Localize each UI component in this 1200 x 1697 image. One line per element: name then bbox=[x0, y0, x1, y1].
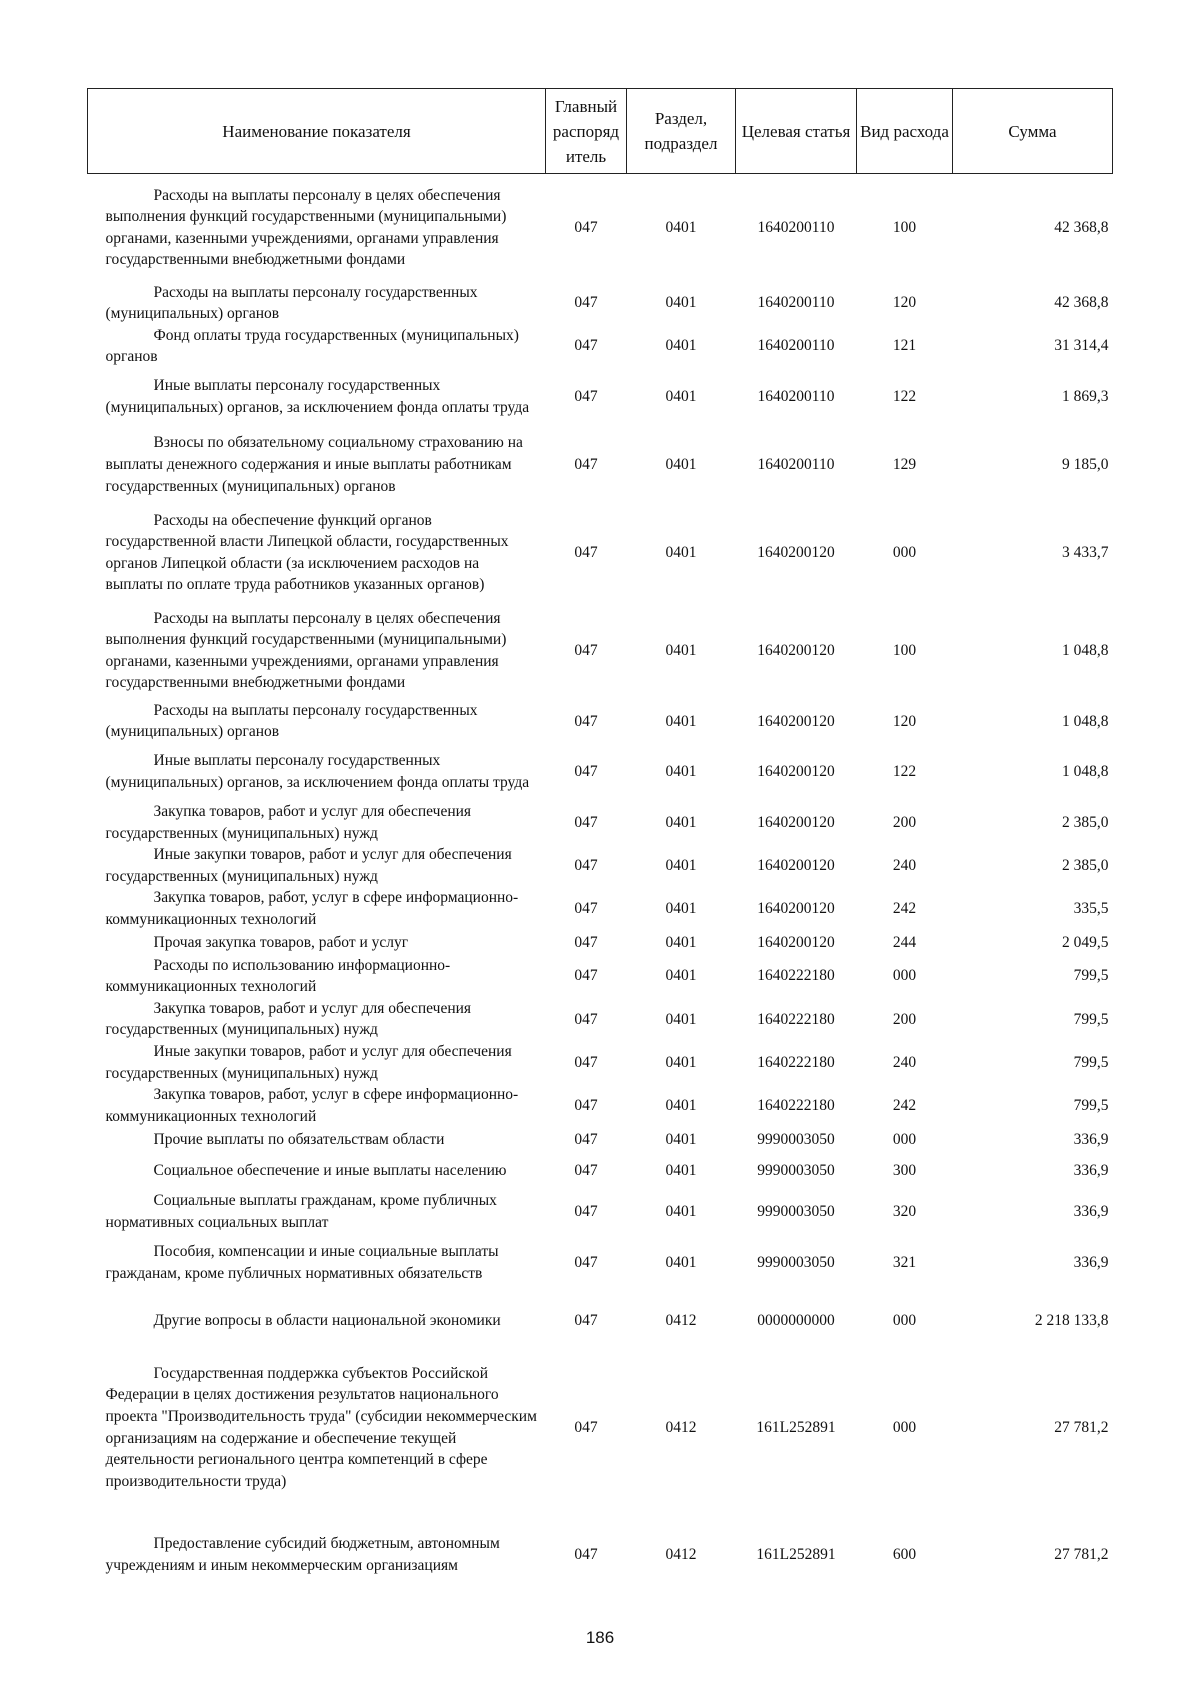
row-amount: 336,9 bbox=[1073, 1162, 1109, 1180]
row-target: 1640200110 bbox=[757, 388, 835, 406]
table-row bbox=[88, 1190, 1113, 1233]
row-section: 0401 bbox=[665, 294, 697, 312]
row-expense-type: 129 bbox=[892, 456, 917, 474]
row-name: Социальное обеспечение и иные выплаты населению bbox=[153, 1162, 507, 1180]
row-section: 0412 bbox=[665, 1311, 697, 1329]
row-section: 0401 bbox=[665, 857, 697, 875]
row-expense-type: 120 bbox=[892, 294, 917, 312]
row-admin: 047 bbox=[574, 1545, 598, 1563]
table-row bbox=[88, 801, 1113, 844]
table-row bbox=[88, 282, 1113, 325]
budget-table bbox=[87, 88, 1113, 1604]
row-expense-type: 000 bbox=[892, 1130, 917, 1148]
row-name: Расходы на выплаты персоналу в целях обеспечения выполнения функций государственными (муниципальными) органами, казенными учреждениями, органами управления государственными внебюджетными фондами bbox=[105, 186, 507, 269]
row-expense-type: 000 bbox=[892, 1418, 917, 1436]
table-row bbox=[88, 887, 1113, 930]
row-amount: 27 781,2 bbox=[1054, 1418, 1109, 1436]
row-amount: 42 368,8 bbox=[1054, 218, 1109, 236]
row-name: Социальные выплаты гражданам, кроме публичных нормативных социальных выплат bbox=[105, 1192, 497, 1231]
row-target: 9990003050 bbox=[757, 1253, 835, 1271]
page-number: 186 bbox=[585, 1628, 615, 1647]
row-amount: 799,5 bbox=[1073, 1053, 1109, 1071]
row-amount: 1 048,8 bbox=[1062, 712, 1109, 730]
row-section: 0401 bbox=[665, 337, 697, 355]
row-expense-type: 122 bbox=[892, 388, 917, 406]
row-name: Иные выплаты персоналу государственных (муниципальных) органов, за исключением фонда оплаты труда bbox=[105, 752, 530, 792]
table-row bbox=[88, 504, 1113, 602]
row-target: 1640222180 bbox=[757, 1053, 835, 1071]
row-amount: 336,9 bbox=[1073, 1130, 1109, 1148]
row-expense-type: 121 bbox=[892, 337, 917, 355]
row-section: 0412 bbox=[665, 1418, 697, 1436]
row-amount: 2 385,0 bbox=[1062, 857, 1109, 875]
row-admin: 047 bbox=[574, 388, 598, 406]
row-target: 1640200120 bbox=[757, 933, 835, 951]
row-amount: 3 433,7 bbox=[1062, 544, 1109, 562]
row-amount: 799,5 bbox=[1073, 967, 1109, 985]
table-row bbox=[88, 174, 1113, 282]
row-expense-type: 242 bbox=[892, 900, 917, 918]
table-row bbox=[88, 426, 1113, 504]
row-expense-type: 000 bbox=[892, 1311, 917, 1329]
row-admin: 047 bbox=[574, 218, 598, 236]
row-admin: 047 bbox=[574, 544, 598, 562]
row-amount: 335,5 bbox=[1073, 900, 1109, 918]
row-section: 0401 bbox=[665, 544, 697, 562]
row-target: 1640200110 bbox=[757, 456, 835, 474]
row-name: Расходы по использованию информационно-коммуникационных технологий bbox=[105, 956, 451, 996]
table-row bbox=[88, 743, 1113, 801]
table-row bbox=[88, 1084, 1113, 1127]
row-amount: 27 781,2 bbox=[1054, 1545, 1109, 1563]
row-expense-type: 100 bbox=[892, 642, 917, 660]
row-expense-type: 300 bbox=[892, 1162, 917, 1180]
row-section: 0401 bbox=[665, 456, 697, 474]
table-row bbox=[88, 1506, 1113, 1604]
row-section: 0401 bbox=[665, 933, 697, 951]
row-admin: 047 bbox=[574, 456, 598, 474]
header-section: Раздел, подраздел bbox=[627, 89, 736, 174]
table-row bbox=[88, 700, 1113, 743]
row-name: Закупка товаров, работ, услуг в сфере информационно-коммуникационных технологий bbox=[105, 1086, 519, 1125]
row-name: Пособия, компенсации и иные социальные выплаты гражданам, кроме публичных нормативных обязательств bbox=[105, 1242, 499, 1282]
table-row bbox=[88, 931, 1113, 955]
table-row bbox=[88, 844, 1113, 887]
table-row bbox=[88, 602, 1113, 700]
row-section: 0401 bbox=[665, 1203, 697, 1221]
row-expense-type: 100 bbox=[892, 218, 917, 236]
row-amount: 31 314,4 bbox=[1054, 337, 1109, 355]
row-target: 1640200120 bbox=[757, 642, 835, 660]
row-name: Закупка товаров, работ и услуг для обеспечения государственных (муниципальных) нужд bbox=[105, 999, 472, 1039]
row-name: Прочие выплаты по обязательствам области bbox=[153, 1130, 445, 1148]
row-admin: 047 bbox=[574, 763, 598, 781]
table-row bbox=[88, 1151, 1113, 1190]
row-expense-type: 242 bbox=[892, 1096, 917, 1114]
row-admin: 047 bbox=[574, 1096, 598, 1114]
row-admin: 047 bbox=[574, 1311, 598, 1329]
row-section: 0401 bbox=[665, 1053, 697, 1071]
row-target: 1640200110 bbox=[757, 294, 835, 312]
row-target: 161L252891 bbox=[756, 1545, 836, 1563]
row-admin: 047 bbox=[574, 712, 598, 730]
row-target: 1640222180 bbox=[757, 967, 835, 985]
row-name: Государственная поддержка субъектов Российской Федерации в целях достижения результатов национального проекта "Производительность труда" (субсидии некоммерческим организациям на содержание и обеспечение текущей деятельности регионального центра компетенций в сфере производительности труда) bbox=[105, 1364, 537, 1490]
table-row bbox=[88, 1292, 1113, 1350]
row-amount: 1 048,8 bbox=[1062, 763, 1109, 781]
row-section: 0401 bbox=[665, 642, 697, 660]
row-admin: 047 bbox=[574, 967, 598, 985]
row-expense-type: 122 bbox=[892, 763, 917, 781]
row-admin: 047 bbox=[574, 1253, 598, 1271]
row-admin: 047 bbox=[574, 933, 598, 951]
row-expense-type: 200 bbox=[892, 1010, 917, 1028]
row-name: Иные закупки товаров, работ и услуг для обеспечения государственных (муниципальных) нужд bbox=[105, 846, 512, 885]
row-admin: 047 bbox=[574, 1418, 598, 1436]
row-amount: 799,5 bbox=[1073, 1096, 1109, 1114]
row-expense-type: 244 bbox=[892, 933, 917, 951]
row-target: 1640200120 bbox=[757, 900, 835, 918]
row-admin: 047 bbox=[574, 337, 598, 355]
row-expense-type: 600 bbox=[892, 1545, 917, 1563]
row-name: Взносы по обязательному социальному страхованию на выплаты денежного содержания и иные выплаты работникам государственных (муниципальных) органов bbox=[105, 434, 523, 495]
row-name: Закупка товаров, работ, услуг в сфере информационно-коммуникационных технологий bbox=[105, 889, 519, 929]
table-row bbox=[88, 955, 1113, 998]
table-row bbox=[88, 1127, 1113, 1151]
row-amount: 2 049,5 bbox=[1062, 933, 1109, 951]
header-amount: Сумма bbox=[953, 89, 1113, 174]
table-row bbox=[88, 1350, 1113, 1506]
row-target: 1640200110 bbox=[757, 337, 835, 355]
row-expense-type: 000 bbox=[892, 967, 917, 985]
row-amount: 2 218 133,8 bbox=[1034, 1311, 1109, 1329]
row-expense-type: 240 bbox=[892, 857, 917, 875]
row-amount: 336,9 bbox=[1073, 1253, 1109, 1271]
row-amount: 9 185,0 bbox=[1062, 456, 1109, 474]
row-amount: 1 869,3 bbox=[1062, 388, 1109, 406]
row-name: Другие вопросы в области национальной экономики bbox=[153, 1311, 501, 1329]
table-body bbox=[88, 174, 1113, 1604]
table-header bbox=[88, 89, 1113, 174]
row-amount: 1 048,8 bbox=[1062, 642, 1109, 660]
row-admin: 047 bbox=[574, 1203, 598, 1221]
table-row bbox=[88, 1041, 1113, 1084]
row-section: 0401 bbox=[665, 1010, 697, 1028]
header-expense-type: Вид расхода bbox=[857, 89, 953, 174]
row-section: 0401 bbox=[665, 712, 697, 730]
row-name: Расходы на выплаты персоналу государственных (муниципальных) органов bbox=[105, 283, 478, 323]
row-section: 0401 bbox=[665, 388, 697, 406]
row-name: Иные выплаты персоналу государственных (муниципальных) органов, за исключением фонда оплаты труда bbox=[105, 377, 530, 416]
row-target: 1640200120 bbox=[757, 813, 835, 831]
row-name: Прочая закупка товаров, работ и услуг bbox=[153, 933, 409, 951]
row-expense-type: 320 bbox=[892, 1203, 917, 1221]
row-name: Иные закупки товаров, работ и услуг для обеспечения государственных (муниципальных) нужд bbox=[105, 1043, 512, 1082]
row-target: 9990003050 bbox=[757, 1130, 835, 1148]
table-row bbox=[88, 368, 1113, 426]
row-section: 0401 bbox=[665, 1162, 697, 1180]
header-admin: Главный распоряд итель bbox=[546, 89, 627, 174]
row-expense-type: 321 bbox=[892, 1253, 917, 1271]
row-name: Закупка товаров, работ и услуг для обеспечения государственных (муниципальных) нужд bbox=[105, 803, 472, 842]
row-name: Расходы на выплаты персоналу в целях обеспечения выполнения функций государственными (муниципальными) органами, казенными учреждениями, органами управления государственными внебюджетными фондами bbox=[105, 609, 507, 692]
row-admin: 047 bbox=[574, 1162, 598, 1180]
row-expense-type: 000 bbox=[892, 544, 917, 562]
row-admin: 047 bbox=[574, 294, 598, 312]
table-row bbox=[88, 1234, 1113, 1292]
row-target: 9990003050 bbox=[757, 1203, 835, 1221]
row-amount: 336,9 bbox=[1073, 1203, 1109, 1221]
row-target: 1640222180 bbox=[757, 1010, 835, 1028]
row-admin: 047 bbox=[574, 642, 598, 660]
row-section: 0401 bbox=[665, 1253, 697, 1271]
row-admin: 047 bbox=[574, 813, 598, 831]
row-section: 0401 bbox=[665, 813, 697, 831]
row-expense-type: 200 bbox=[892, 813, 917, 831]
row-section: 0401 bbox=[665, 763, 697, 781]
row-section: 0401 bbox=[665, 900, 697, 918]
header-target: Целевая статья bbox=[736, 89, 857, 174]
row-section: 0401 bbox=[665, 967, 697, 985]
row-amount: 799,5 bbox=[1073, 1010, 1109, 1028]
row-name: Расходы на выплаты персоналу государственных (муниципальных) органов bbox=[105, 701, 478, 741]
row-admin: 047 bbox=[574, 900, 598, 918]
row-section: 0401 bbox=[665, 1096, 697, 1114]
row-name: Фонд оплаты труда государственных (муниципальных) органов bbox=[105, 326, 519, 366]
row-target: 1640200110 bbox=[757, 218, 835, 236]
row-amount: 42 368,8 bbox=[1054, 294, 1109, 312]
row-section: 0401 bbox=[665, 1130, 697, 1148]
header-name: Наименование показателя bbox=[88, 89, 546, 174]
row-admin: 047 bbox=[574, 1130, 598, 1148]
row-amount: 2 385,0 bbox=[1062, 813, 1109, 831]
row-target: 161L252891 bbox=[756, 1418, 836, 1436]
row-section: 0412 bbox=[665, 1545, 697, 1563]
row-name: Предоставление субсидий бюджетным, автономным учреждениям и иным некоммерческим организациям bbox=[105, 1534, 500, 1574]
row-name: Расходы на обеспечение функций органов государственной власти Липецкой области, государственных органов Липецкой области (за исключением расходов на выплаты по оплате труда работников указанных органов) bbox=[105, 511, 509, 594]
row-admin: 047 bbox=[574, 1010, 598, 1028]
row-target: 1640200120 bbox=[757, 712, 835, 730]
row-target: 1640200120 bbox=[757, 544, 835, 562]
row-target: 1640200120 bbox=[757, 857, 835, 875]
row-admin: 047 bbox=[574, 857, 598, 875]
row-target: 1640222180 bbox=[757, 1096, 835, 1114]
row-target: 0000000000 bbox=[757, 1311, 835, 1329]
row-target: 1640200120 bbox=[757, 763, 835, 781]
table-row bbox=[88, 325, 1113, 368]
row-target: 9990003050 bbox=[757, 1162, 835, 1180]
table-row bbox=[88, 998, 1113, 1041]
row-section: 0401 bbox=[665, 218, 697, 236]
row-expense-type: 240 bbox=[892, 1053, 917, 1071]
row-admin: 047 bbox=[574, 1053, 598, 1071]
row-expense-type: 120 bbox=[892, 712, 917, 730]
